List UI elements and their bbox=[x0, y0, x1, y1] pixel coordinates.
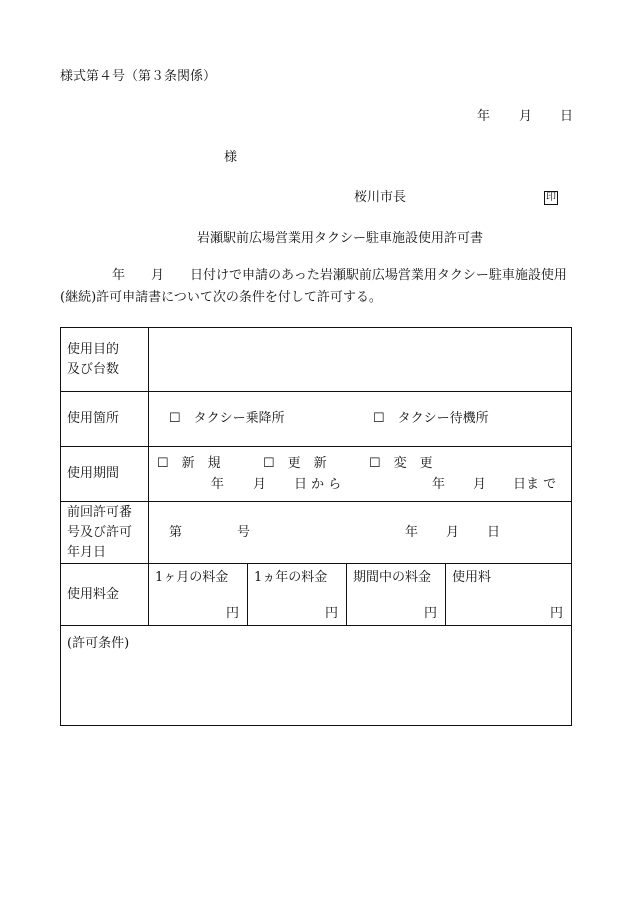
fee-monthly-unit: 円 bbox=[225, 605, 239, 621]
previous-permit-value bbox=[149, 502, 572, 564]
period-to-month: 月 bbox=[473, 477, 487, 492]
permit-no-suffix: 号 bbox=[237, 524, 251, 540]
fee-period bbox=[347, 564, 446, 626]
issuer-seal bbox=[544, 190, 558, 205]
purpose-value[interactable] bbox=[149, 328, 572, 392]
location-label: 使用箇所 bbox=[61, 392, 149, 447]
permit-no-prefix: 第 bbox=[169, 524, 183, 540]
purpose-row bbox=[61, 328, 572, 392]
fee-usage-label: 使用料 bbox=[452, 569, 492, 585]
checkbox-change[interactable]: ☐ 変 更 bbox=[369, 456, 433, 471]
issue-date-day: 日 bbox=[560, 109, 574, 124]
prev-date-month: 月 bbox=[446, 524, 460, 540]
issue-date-year: 年 bbox=[477, 109, 491, 124]
period-from-month: 月 bbox=[253, 477, 267, 492]
location-row bbox=[61, 392, 572, 447]
body-month: 月 bbox=[151, 268, 165, 283]
fee-row bbox=[61, 564, 572, 626]
period-to-year: 年 bbox=[432, 477, 446, 492]
document-title: 岩瀬駅前広場営業用タクシー駐車施設使用許可書 bbox=[197, 231, 484, 246]
issue-date-month: 月 bbox=[519, 109, 533, 124]
period-label: 使用期間 bbox=[61, 447, 149, 502]
conditions-label: (許可条件) bbox=[67, 636, 130, 651]
prev-date-day: 日 bbox=[487, 524, 501, 540]
prev-date-year: 年 bbox=[405, 524, 419, 540]
fee-usage-unit: 円 bbox=[549, 605, 563, 621]
checkbox-taxi-stop[interactable]: ☐ タクシー乗降所 bbox=[169, 411, 285, 426]
fee-yearly bbox=[248, 564, 347, 626]
form-number: 様式第４号（第３条関係） bbox=[60, 69, 217, 84]
body-text: 日付けで申請のあった岩瀬駅前広場営業用タクシー駐車施設使用(継続)許可申請書について次の条件を付して許可する。 bbox=[60, 268, 567, 305]
fee-label: 使用料金 bbox=[61, 564, 149, 626]
period-from-day: 日 か ら bbox=[294, 477, 342, 492]
body-year: 年 bbox=[112, 268, 126, 283]
checkbox-renew[interactable]: ☐ 更 新 bbox=[263, 456, 327, 471]
fee-period-label: 期間中の料金 bbox=[353, 569, 432, 585]
purpose-label: 使用目的 及び台数 bbox=[61, 328, 149, 392]
issuer-name: 桜川市長 bbox=[354, 190, 407, 205]
conditions-row bbox=[61, 626, 572, 726]
seal-icon: 印 bbox=[546, 192, 556, 203]
fee-monthly bbox=[149, 564, 248, 626]
addressee-suffix: 様 bbox=[224, 150, 238, 165]
period-from-year: 年 bbox=[211, 477, 225, 492]
body-paragraph bbox=[60, 265, 570, 309]
previous-permit-row bbox=[61, 502, 572, 564]
checkbox-new[interactable]: ☐ 新 規 bbox=[157, 456, 221, 471]
checkbox-taxi-standby[interactable]: ☐ タクシー待機所 bbox=[373, 411, 489, 426]
previous-permit-label: 前回許可番 号及び許可 年月日 bbox=[61, 502, 149, 564]
permit-table bbox=[60, 327, 572, 726]
fee-yearly-label: 1ヵ年の料金 bbox=[254, 569, 328, 585]
period-row bbox=[61, 447, 572, 502]
period-to-day: 日ま で bbox=[513, 477, 557, 492]
fee-yearly-unit: 円 bbox=[324, 605, 338, 621]
fee-period-unit: 円 bbox=[423, 605, 437, 621]
location-value bbox=[149, 392, 572, 447]
conditions-cell bbox=[61, 626, 572, 726]
fee-usage bbox=[446, 564, 572, 626]
fee-monthly-label: 1ヶ月の料金 bbox=[155, 569, 229, 585]
period-value bbox=[149, 447, 572, 502]
